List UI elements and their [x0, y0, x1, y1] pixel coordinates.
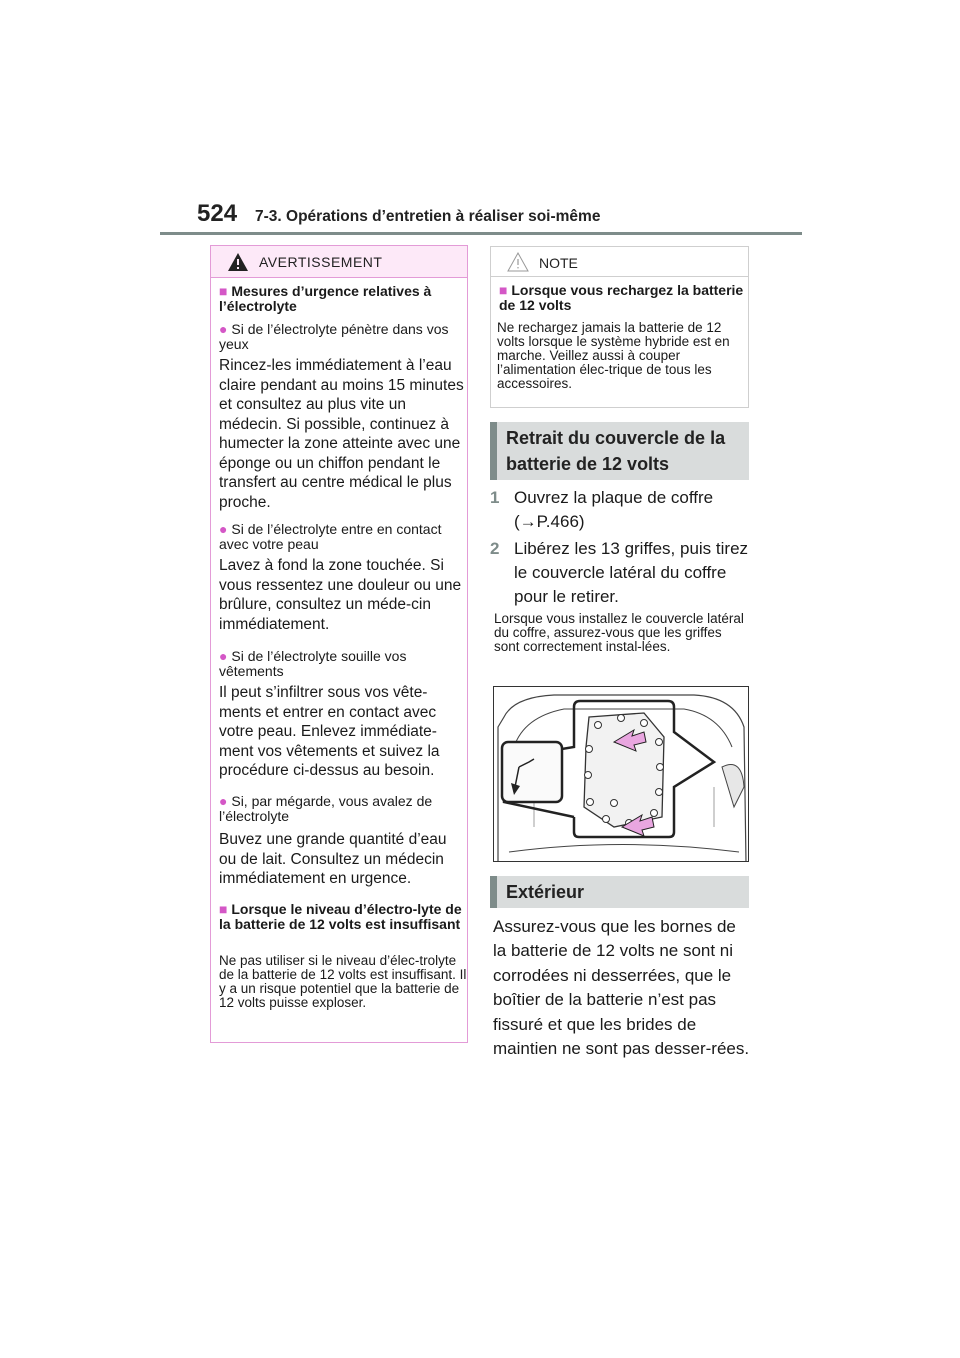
warning-header: [211, 246, 467, 278]
warning-bullet-1-text: Rincez-les immédiatement à l’eau claire pendant au moins 15 minutes et consultez au plus vite un médecin. Si possible, continuez à humecter la zone atteinte avec une éponge ou un chiffon pendant le transfert au centre médical le plus proche.: [219, 357, 464, 511]
bullet-icon: ●: [219, 321, 228, 337]
warning-label: AVERTISSEMENT: [259, 254, 383, 270]
note-header: [491, 247, 748, 277]
exterior-text: Assurez-vous que les bornes de la batterie de 12 volts ne sont ni corrodées ni desserrées, que le boîtier de la batterie n’est pas fissuré et que les brides de maintien ne sont pas desser-rées.: [493, 917, 750, 1059]
caution-triangle-icon: [507, 252, 529, 272]
installation-note: Lorsque vous installez le couvercle latéral du coffre, assurez-vous que les griffes sont correctement instal-lées.: [494, 611, 744, 654]
bullet-icon: ●: [219, 648, 228, 664]
warning-bullet-4: ● Si, par mégarde, vous avalez de l’électrolyte: [219, 793, 433, 824]
square-bullet-icon: ■: [499, 282, 508, 298]
bullet-icon: ●: [219, 521, 228, 537]
header-rule: [160, 232, 802, 235]
square-bullet-icon: ■: [219, 901, 228, 917]
warning-bullet-1: ● Si de l’électrolyte pénètre dans vos yeux: [219, 321, 449, 352]
warning-bullet-2-text: Lavez à fond la zone touchée. Si vous ressentez une douleur ou une brûlure, consultez un méde-cin immédiatement.: [219, 557, 462, 633]
step-1: 1 Ouvrez la plaque de coffre (→P.466): [490, 488, 714, 531]
warning-box: [210, 245, 468, 1043]
warning-bullet-4-text: Buvez une grande quantité d’eau ou de lait. Consultez un médecin immédiatement en urgence.: [219, 831, 447, 887]
note-heading: ■ Lorsque vous rechargez la batterie de 12 volts: [499, 282, 744, 313]
warning-bullet-2: ● Si de l’électrolyte entre en contact avec votre peau: [219, 521, 442, 552]
warning-bullet-3: ● Si de l’électrolyte souille vos vêtements: [219, 648, 407, 679]
section-heading-exterior: Extérieur: [490, 876, 749, 908]
bullet-icon: ●: [219, 793, 228, 809]
warning-heading-2: ■ Lorsque le niveau d’électro-lyte de la batterie de 12 volts est insuffisant: [219, 901, 462, 932]
note-text: Ne rechargez jamais la batterie de 12 volts lorsque le système hybride est en marche. Veillez aussi à couper l’alimentation élec-trique de tous les accessoires.: [497, 320, 730, 391]
warning-bullet-3-text: Il peut s’infiltrer sous vos vête-ments et entrer en contact avec votre peau. Enlevez immédiate-ment vos vêtements et suivez la procédure ci-dessus au besoin.: [219, 684, 440, 779]
page-number: 524: [197, 200, 238, 227]
section-heading-battery-cover: Retrait du couvercle de la batterie de 12 volts: [490, 422, 749, 480]
warning-heading-1: ■ Mesures d’urgence relatives à l’électrolyte: [219, 283, 432, 314]
note-label: NOTE: [539, 255, 578, 271]
section-title: 7-3. Opérations d’entretien à réaliser soi-même: [255, 208, 601, 225]
warning-triangle-icon: [227, 252, 249, 272]
step-2: 2 Libérez les 13 griffes, puis tirez le couvercle latéral du coffre pour le retirer.: [490, 539, 749, 606]
square-bullet-icon: ■: [219, 283, 228, 299]
trunk-battery-cover-illustration: [493, 686, 749, 862]
warning-heading-2-text: Ne pas utiliser si le niveau d’élec-trolyte de la batterie de 12 volts est insuffisant. Il y a un risque potentiel que la batterie de 12 volts puisse exploser.: [219, 953, 467, 1010]
note-box: [490, 246, 749, 408]
